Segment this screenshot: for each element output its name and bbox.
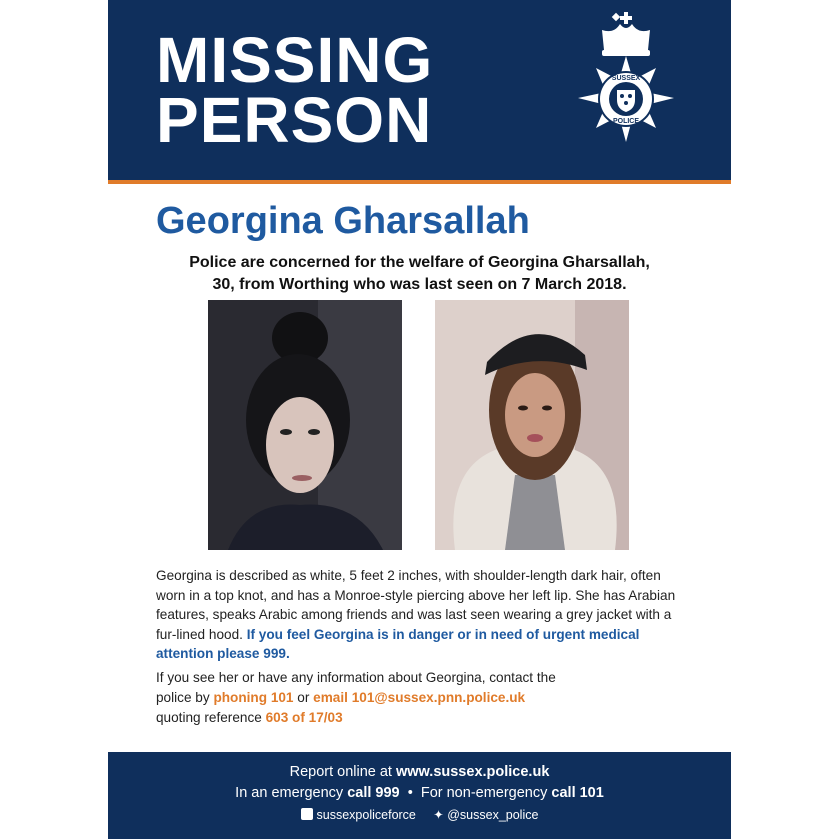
contact-police-by: police by [156,690,210,705]
badge-text-bottom: POLICE [612,118,640,125]
twitter-icon: ✦ [433,808,444,822]
twitter-handle[interactable]: @sussex_police [447,808,539,822]
title-line-2: PERSON [156,84,433,156]
footer-bullet: • [407,785,413,801]
person-photo-2 [435,300,629,550]
title-line-1: MISSING [156,24,434,96]
orange-divider [108,180,731,184]
footer-social-row [108,807,731,822]
contact-line-1: If you see her or have any information about Georgina, contact the [156,670,556,685]
header-banner [108,0,731,180]
sussex-police-badge [566,10,686,160]
lead-line-1: Police are concerned for the welfare of Georgina Gharsallah, [189,254,650,271]
lead-statement [138,252,701,296]
footer-report-row [108,764,731,780]
crown-icon [602,12,650,56]
contact-paragraph [156,668,686,728]
reference-number: 603 of 17/03 [265,710,343,725]
urgent-notice: If you feel Georgina is in danger or in need of urgent medical attention please 999. [156,626,640,661]
contact-quoting: quoting reference [156,710,262,725]
nonemergency-call[interactable]: call 101 [551,785,604,801]
emergency-call[interactable]: call 999 [347,785,400,801]
badge-text-top: SUSSEX [611,75,641,82]
report-prefix: Report online at [289,764,392,780]
contact-or: or [297,690,310,705]
facebook-icon [301,808,313,820]
missing-person-poster [108,0,731,839]
person-name: Georgina Gharsallah [156,200,530,242]
person-photo-1 [208,300,402,550]
emergency-prefix: In an emergency [235,785,344,801]
facebook-handle[interactable]: sussexpoliceforce [316,808,416,822]
description-text: Georgina is described as white, 5 feet 2 inches, with shoulder-length dark hair, often worn in a top knot, and has a Monroe-style piercing above her left lip. She has Arabian features, speaks Arabic among friends and was last seen wearing a grey jacket with a fur-lined hood. [156,568,676,642]
email-link[interactable]: email 101@sussex.pnn.police.uk [313,690,526,705]
description-paragraph [156,566,686,664]
footer-banner [108,752,731,839]
nonemergency-prefix: For non-emergency [420,785,548,801]
lead-line-2: 30, from Worthing who was last seen on 7 March 2018. [212,276,627,293]
poster-title [156,24,434,156]
phone-101-link[interactable]: phoning 101 [213,690,294,705]
website-link[interactable]: www.sussex.police.uk [396,764,550,780]
star-badge-icon [578,56,674,142]
footer-phone-row [108,785,731,801]
